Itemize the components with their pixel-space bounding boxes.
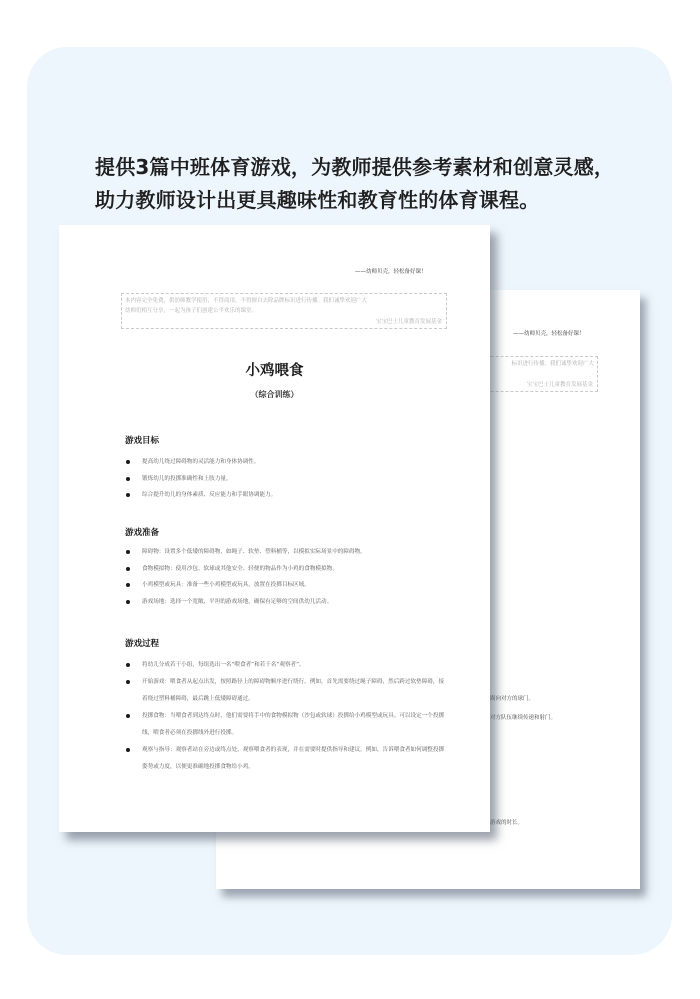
page-slogan: ——幼师贝壳，轻松备好课！ <box>513 331 585 337</box>
list-item-text: 开始游戏：喂食者从起点出发，按照路径上的障碍物顺序进行绕行。例如，首先需要绕过绳子障碍，然后跨过软垫障碍，接着绕过塑料桶障碍，最后跳上低矮障碍通过。 <box>142 679 445 702</box>
section-heading-process: 游戏过程 <box>125 639 160 649</box>
list-item-text: 将幼儿分成若干小组，每组选出一名“喂食者”和若干名“观察者”。 <box>142 662 305 668</box>
section-heading-preparation: 游戏准备 <box>125 528 160 538</box>
document-page-front <box>59 225 490 832</box>
bullet-icon <box>126 460 130 464</box>
page-slogan: ——幼师贝壳，轻松备好课！ <box>355 269 427 275</box>
notice-text: 标识进行传播。我们诚挚欢迎广大 <box>511 361 594 367</box>
bullet-icon <box>126 583 130 587</box>
list-item <box>125 487 455 504</box>
process-list <box>125 657 445 776</box>
bullet-icon <box>126 567 130 571</box>
intro-line-2: 助力教师设计出更具趣味性和教育性的体育课程。 <box>95 188 540 212</box>
list-item-text: 观察与指导：观察者站在旁边或终点处，观察喂食者的表现，并在需要时提供指导和建议。例如，告诉喂食者如何调整投掷姿势或力度，以便更准确地投掷食物给小鸡。 <box>142 747 445 770</box>
bullet-icon <box>126 600 130 604</box>
list-item <box>125 577 455 594</box>
bullet-icon <box>126 477 130 481</box>
list-item-text: 锻炼幼儿的投掷准确性和上肢力量。 <box>142 475 232 482</box>
list-item <box>125 561 455 578</box>
section-heading-goals: 游戏目标 <box>125 436 160 446</box>
goals-list <box>125 454 455 504</box>
intro-line-1: 提供3篇中班体育游戏，为教师提供参考素材和创意灵感， <box>95 155 615 179</box>
list-item-text: 游戏场地：选择一个宽敞、平坦的游戏场地，确保有足够的空间供幼儿活动。 <box>142 598 333 605</box>
bullet-icon <box>126 493 130 497</box>
list-item <box>125 708 445 742</box>
list-item <box>125 471 455 488</box>
list-item-text: 小鸡模型或玩具：准备一些小鸡模型或玩具，放置在投掷目标区域。 <box>142 582 310 588</box>
list-item-text: 综合提升幼儿的身体素质、反应能力和手眼协调能力。 <box>142 492 277 498</box>
list-item <box>125 594 455 611</box>
bullet-icon <box>126 714 130 718</box>
list-item-text: 投掷食物：当喂食者到达终点时，他们需要将手中的食物模拟物（沙包或软球）投掷给小鸡模型或玩具。可以设定一个投掷线，喂食者必须在投掷线外进行投掷。 <box>142 713 445 736</box>
notice-line-1: 本内容完全免费，供幼师教学使用，不得商用，不得擅自去除品牌标识进行传播。我们诚挚欢迎广大 <box>125 298 368 304</box>
bullet-icon <box>126 663 130 667</box>
notice-signature: 宝宝巴士儿童教育发展基金 <box>375 319 442 325</box>
text-fragment: 游戏的时长。 <box>490 820 524 826</box>
list-item <box>125 742 445 776</box>
list-item <box>125 544 455 561</box>
intro-text <box>95 151 685 217</box>
text-fragment: 踢向对方的球门。 <box>490 696 535 702</box>
document-title: 小鸡喂食 <box>245 363 304 379</box>
text-fragment: 对方队伍继续传递和射门。 <box>490 715 557 721</box>
document-subtitle: （综合训练） <box>250 390 299 399</box>
preparation-list <box>125 544 455 610</box>
list-item <box>125 674 445 708</box>
bullet-icon <box>126 748 130 752</box>
list-item <box>125 657 445 674</box>
list-item-text: 食物模拟物：使用沙包、软球或其他安全、轻便的物品作为小鸡的食物模拟物。 <box>142 565 338 572</box>
list-item-text: 提高幼儿绕过障碍物的灵活能力和身体协调性。 <box>142 459 260 465</box>
list-item <box>125 454 455 471</box>
notice-signature: 宝宝巴士儿童教育发展基金 <box>526 382 593 388</box>
bullet-icon <box>126 680 130 684</box>
notice-box <box>121 293 447 329</box>
bullet-icon <box>126 550 130 554</box>
list-item-text: 障碍物：设置多个低矮的障碍物，如绳子、软垫、塑料桶等，以模拟实际场景中的障碍物。 <box>142 549 366 555</box>
notice-line-2: 幼师们相互分享，一起为孩子们创建公平欢乐的课堂。 <box>125 308 258 314</box>
